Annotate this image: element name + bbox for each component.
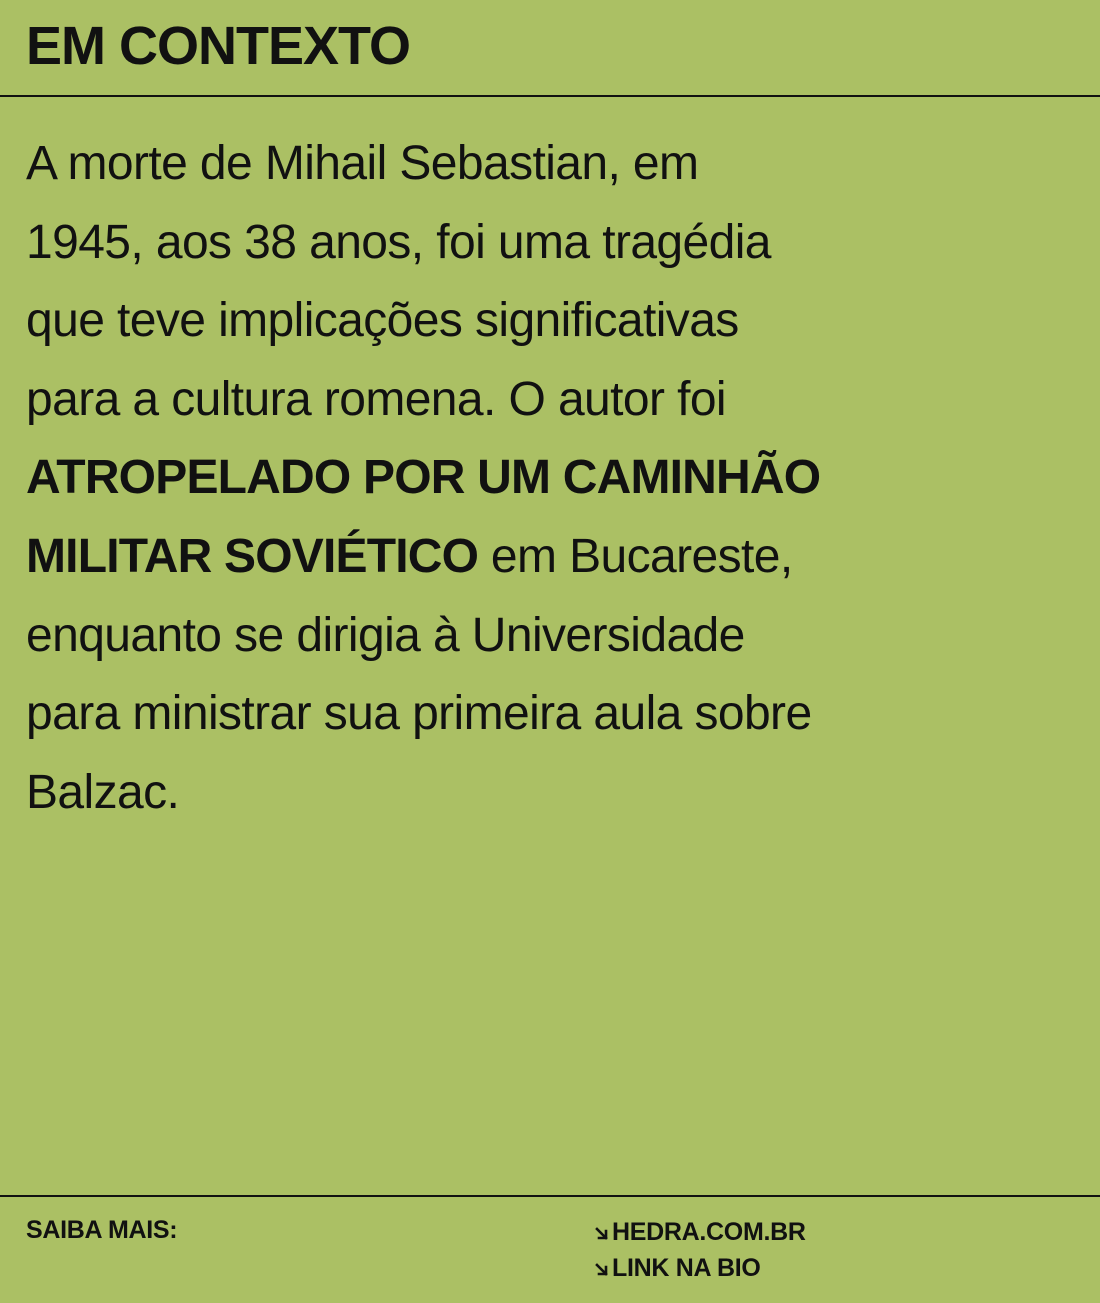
top-divider	[0, 95, 1100, 97]
footer-links	[594, 1214, 806, 1286]
highlight-text: ATROPELADO POR UM CAMINHÃO	[26, 451, 821, 505]
highlight-text: MILITAR SOVIÉTICO	[26, 529, 479, 583]
footer-link-bio[interactable]	[594, 1250, 806, 1286]
body-text-segment: em Bucareste,	[478, 529, 793, 583]
body-text-segment: para a cultura romena. O autor foi	[26, 372, 726, 426]
bottom-divider	[0, 1195, 1100, 1197]
body-line	[26, 597, 1086, 676]
body-line	[26, 754, 1086, 833]
body-line	[26, 282, 1086, 361]
body-line	[26, 361, 1086, 440]
body-paragraph	[26, 125, 1086, 832]
body-text-segment: Balzac.	[26, 765, 180, 819]
body-text-segment: A morte de Mihail Sebastian, em	[26, 137, 699, 190]
footer-link-label: LINK NA BIO	[612, 1254, 761, 1282]
body-line	[26, 518, 1086, 597]
learn-more-label: SAIBA MAIS:	[26, 1216, 178, 1244]
page-title: EM CONTEXTO	[26, 16, 411, 76]
body-line	[26, 204, 1086, 283]
footer-link-website[interactable]	[594, 1214, 806, 1250]
body-line	[26, 439, 1086, 518]
body-text-segment: para ministrar sua primeira aula sobre	[26, 687, 812, 741]
body-text-segment: 1945, aos 38 anos, foi uma tragédia	[26, 215, 771, 269]
body-line	[26, 125, 1086, 204]
body-text-segment: que teve implicações significativas	[26, 294, 739, 348]
body-line	[26, 675, 1086, 754]
arrow-down-right-icon	[594, 1262, 610, 1278]
footer-link-label: HEDRA.COM.BR	[612, 1218, 806, 1246]
arrow-down-right-icon	[594, 1226, 610, 1242]
body-text-segment: enquanto se dirigia à Universidade	[26, 608, 745, 662]
